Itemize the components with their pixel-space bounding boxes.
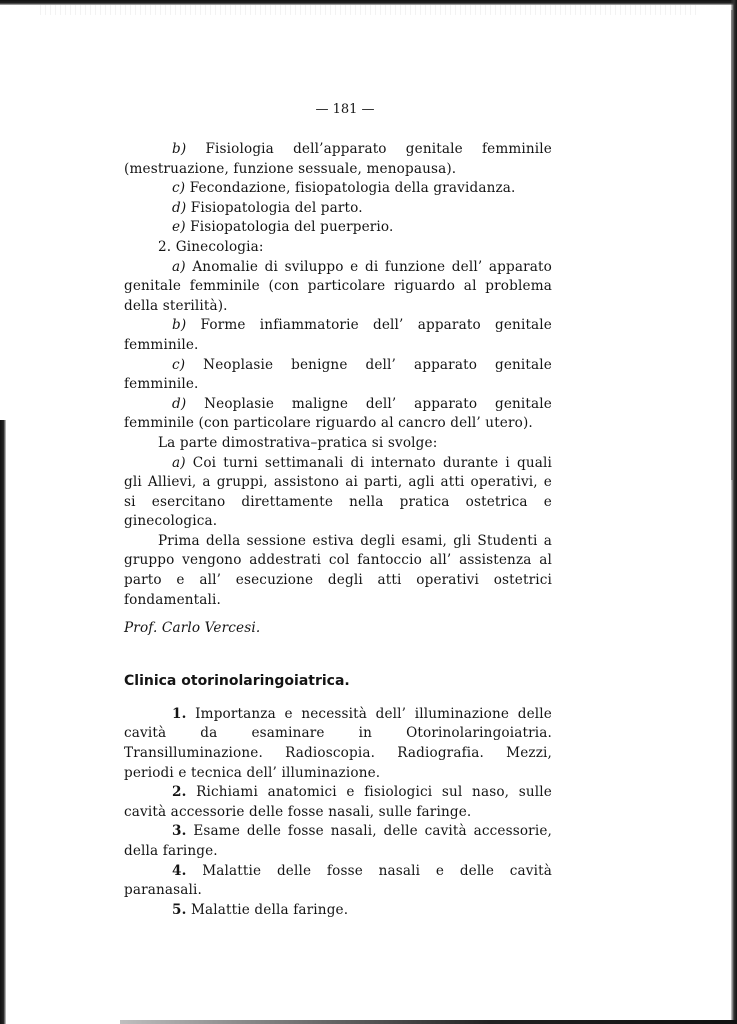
item-number: 4. xyxy=(172,862,187,879)
item-marker: a) xyxy=(172,454,186,471)
item-text: Coi turni settimanali di internato durante i quali gli Allievi, a gruppi, assistono ai parti, agli atti operativi, e si esercitano direttamente nella pratica ostetrica e ginecologica. xyxy=(124,454,552,530)
item-text: Fisiopatologia del parto. xyxy=(186,199,363,216)
list-item xyxy=(124,316,552,355)
item-marker: c) xyxy=(172,356,186,373)
section-title: Clinica otorinolaringoiatrica. xyxy=(124,672,350,689)
scan-border-bottom xyxy=(120,1020,737,1024)
item-text: Fisiopatologia del puerperio. xyxy=(185,219,394,236)
document-page xyxy=(124,100,552,920)
closing-paragraph: Prima della sessione estiva degli esami, gli Studenti a gruppo vengono addestrati col fantoccio all’ assistenza al parto e all’ esecuzione degli atti operativi ostetrici fondamentali. xyxy=(124,532,552,608)
item-marker: d) xyxy=(172,199,187,216)
item-text: Importanza e necessità dell’ illuminazione delle cavità da esaminare in Otorinolaringoiatria. Transilluminazione. Radioscopia. Radiografia. Mezzi, periodi e tecnica dell’ illuminazione. xyxy=(124,705,552,781)
item-number: 2. xyxy=(172,784,187,801)
item-marker: b) xyxy=(172,141,187,157)
list-item xyxy=(124,218,552,238)
item-marker: d) xyxy=(172,395,187,412)
list-item xyxy=(124,356,552,395)
list-item xyxy=(124,454,552,532)
list-item xyxy=(124,862,552,901)
list-item xyxy=(124,140,552,179)
item-text: Richiami anatomici e fisiologici sul naso, sulle cavità accessorie delle fosse nasali, sulle faringe. xyxy=(124,784,552,820)
item-text: Forme infiammatorie dell’ apparato genitale femminile. xyxy=(124,317,552,353)
list-item xyxy=(124,199,552,219)
item-text: Malattie della faringe. xyxy=(186,901,349,918)
item-marker: a) xyxy=(172,258,186,275)
item-text: Malattie delle fosse nasali e delle cavità paranasali. xyxy=(124,862,552,899)
list-item xyxy=(124,258,552,317)
scan-border-left xyxy=(0,420,6,1024)
item-text: Fisiologia dell’apparato genitale femminile (mestruazione, funzione sessuale, menopausa). xyxy=(124,141,552,177)
list-item xyxy=(124,395,552,434)
item-number: 1. xyxy=(172,705,187,722)
page-number: — 181 — xyxy=(315,102,375,117)
item-number: 5. xyxy=(172,901,187,918)
item-marker: e) xyxy=(172,219,186,236)
item-marker: c) xyxy=(172,180,186,197)
scan-shadow-right xyxy=(731,10,734,480)
item-text: Esame delle fosse nasali, delle cavità accessorie, della faringe. xyxy=(124,823,552,859)
list-item xyxy=(124,705,552,783)
gynecology-heading: 2. Ginecologia: xyxy=(158,238,264,255)
item-number: 3. xyxy=(172,823,187,840)
scan-noise-top xyxy=(40,5,700,15)
signature: Prof. Carlo Vercesi. xyxy=(124,620,261,637)
list-item xyxy=(124,822,552,861)
item-text: Fecondazione, fisiopatologia della gravidanza. xyxy=(185,180,516,197)
item-text: Anomalie di sviluppo e di funzione dell’ apparato genitale femminile (con particolare riguardo al problema della sterilità). xyxy=(124,258,552,314)
item-marker: b) xyxy=(172,317,187,334)
list-item xyxy=(124,179,552,199)
item-text: Neoplasie maligne dell’ apparato genitale femminile (con particolare riguardo al cancro dell’ utero). xyxy=(124,395,552,432)
practical-intro: La parte dimostrativa–pratica si svolge: xyxy=(158,434,438,451)
list-item xyxy=(124,783,552,822)
item-text: Neoplasie benigne dell’ apparato genitale femminile. xyxy=(124,356,552,393)
list-item xyxy=(124,901,552,921)
